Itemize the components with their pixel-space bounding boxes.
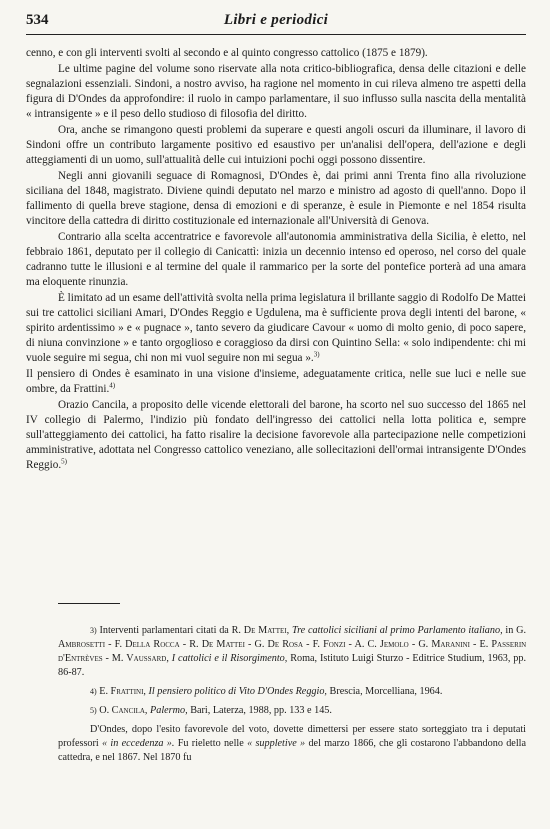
paragraph-with-note — [26, 367, 526, 397]
footnote-text: - G. — [411, 639, 429, 650]
footnote-text: Roma, Istituto Luigi Sturzo - Editrice Studium, 1963, pp. 86-87. — [58, 653, 527, 678]
paragraph-with-note — [26, 398, 526, 473]
footnote-text: D'Ondes, dopo l'esito favorevole del voto, dovette dimettersi per essere stato sorteggiato tra i deputati professori — [58, 724, 526, 749]
footnote-text: Brescia, Morcelliana, 1964. — [329, 686, 443, 697]
author-name: Jemolo — [379, 639, 409, 650]
page-number: 534 — [26, 12, 49, 28]
footnote-5 — [58, 704, 526, 718]
footnote-3 — [58, 624, 526, 680]
footnote-text: Bari, Laterza, 1988, pp. 133 e 145. — [190, 705, 332, 716]
work-title: Palermo, — [150, 705, 188, 716]
author-name: Cancila, — [111, 705, 148, 716]
paragraph-text: È limitato ad un esame dell'attività svolta nella prima legislatura il brillante saggio di Rodolfo De Mattei sui tre cattolici siciliani Amari, D'Ondes Reggio e Ugdulena, ma è sufficiente prova degli intenti del barone, « spirito ardentissimo » e « pugnace », tanto severo da giudicare Cavour « uomo di molto genio, di poco sapere, di niuna convinzione » e tanto orgoglioso e coraggioso da dirsi con Quintino Sella: « solo indipendente: chi mi vuole seguire mi segua, chi non mi vuol seguire non mi segua ». — [26, 292, 526, 364]
quoted-term: « in eccedenza ». — [102, 738, 175, 749]
footnote-text: - F. — [108, 639, 122, 650]
author-name: De Mattei — [201, 639, 245, 650]
paragraph-with-note — [26, 291, 526, 366]
running-header — [26, 12, 526, 35]
footnote-mark: 5) — [90, 706, 97, 715]
footnote-text: E. — [99, 686, 108, 697]
footnote-text: - G. — [248, 639, 265, 650]
note-marker: 3) — [313, 350, 320, 359]
quoted-term: « suppletive » — [247, 738, 306, 749]
footnotes — [58, 624, 526, 765]
footnote-text: Interventi parlamentari citati da R. — [99, 625, 241, 636]
author-name: De Rosa — [267, 639, 303, 650]
note-marker: 5) — [61, 457, 67, 466]
footnote-mark: 3) — [90, 626, 97, 635]
author-name: Passerin d'Entrèves — [58, 639, 527, 664]
footnote-text: - M. — [105, 653, 124, 664]
paragraph-text: Il pensiero di Ondes è esaminato in una visione d'insieme, adeguatamente critica, nelle sue luci e nelle sue ombre, da Frattini. — [26, 368, 526, 395]
footnote-text: in G. — [505, 625, 527, 636]
author-name: Vaussard, — [126, 653, 169, 664]
footnote-text: Fu rieletto nelle — [177, 738, 244, 749]
author-name: Della Rocca — [125, 639, 180, 650]
author-name: Fonzi — [323, 639, 346, 650]
paragraph-text: Orazio Cancila, a proposito delle vicende elettorali del barone, ha scorto nel suo successo del 1865 nel IV collegio di Palermo, l'indizio più fondato dell'ingresso dei cattolici nella lotta politica e, sempre sull'atteggiamento dei cattolici, ha fatto risalire la decisione favorevole alla partecipazione nelle competizioni amministrative, adottata nel Congresso cattolico veneziano, alle sollecitazioni dell'ormai intransigente D'Ondes Reggio. — [26, 399, 526, 471]
body-text — [26, 46, 526, 473]
footnote-text: - A. C. — [348, 639, 377, 650]
footnote-mark: 4) — [90, 687, 97, 696]
footnote-text: O. — [99, 705, 110, 716]
footnote-text: - E. — [473, 639, 489, 650]
footnote-continuation — [58, 723, 526, 765]
paragraph: Ora, anche se rimangono questi problemi da superare e questi angoli oscuri da illuminare, il lavoro di Sindoni offre un contributo largamente positivo ed esaustivo per un'analisi dell'opera, dell'azione e degli atteggiamenti di un uomo, sull'attualità delle cui intuizioni pochi oggi possono dissentire. — [26, 124, 526, 166]
footnote-separator — [58, 603, 120, 604]
author-name: Frattini, — [110, 686, 146, 697]
author-name: De Mattei, — [243, 625, 290, 636]
paragraph: Le ultime pagine del volume sono riservate alla nota critico-bibliografica, densa delle citazioni e delle segnalazioni essenziali. Sindoni, a nostro avviso, ha ragione nel momento in cui rileva almeno tre aspetti della figura di D'Ondes da approfondire: il ruolo in campo parlamentare, il suo influsso sulla nascita della mentalità « intransigente » e il peso dello studioso di filosofia del diritto. — [26, 63, 526, 120]
author-name: Maranini — [431, 639, 470, 650]
work-title: Tre cattolici siciliani al primo Parlamento italiano, — [291, 625, 503, 636]
footnote-text: - F. — [306, 639, 320, 650]
paragraph: cenno, e con gli interventi svolti al secondo e al quinto congresso cattolico (1875 e 1879). — [26, 47, 428, 59]
work-title: Il pensiero politico di Vito D'Ondes Reggio, — [148, 686, 327, 697]
paragraph: Negli anni giovanili seguace di Romagnosi, D'Ondes è, dai primi anni Trenta fino alla rivoluzione siciliana del 1848, magistrato. Diviene quindi deputato nel marzo e ministro ad agosto di quell'anno. Dopo il fallimento di quella breve stagione, densa di emozioni e di speranze, è esule in Piemonte e nel 1854 risulta vincitore della cattedra di diritto costituzionale ed internazionale all'Università di Genova. — [26, 170, 526, 227]
work-title: I cattolici e il Risorgimento, — [171, 653, 288, 664]
note-marker: 4) — [109, 381, 116, 390]
footnote-text: - R. — [182, 639, 199, 650]
footnote-text: del marzo 1866, che gli costarono l'abbandono della cattedra, e nel 1867. Nel 1870 fu — [58, 738, 527, 763]
footnote-4 — [58, 685, 526, 699]
paragraph: Contrario alla scelta accentratrice e favorevole all'autonomia amministrativa della Sicilia, è eletto, nel febbraio 1861, deputato per il collegio di Canicattì: inizia un decennio intenso ed operoso, nel corso del quale cadranno tutte le illusioni e al termine del quale il rammarico per la sorte del pontefice porterà ad una amara ma eloquente rinunzia. — [26, 231, 526, 288]
running-title: Libri e periodici — [223, 12, 329, 28]
author-name: Ambrosetti — [58, 639, 106, 650]
